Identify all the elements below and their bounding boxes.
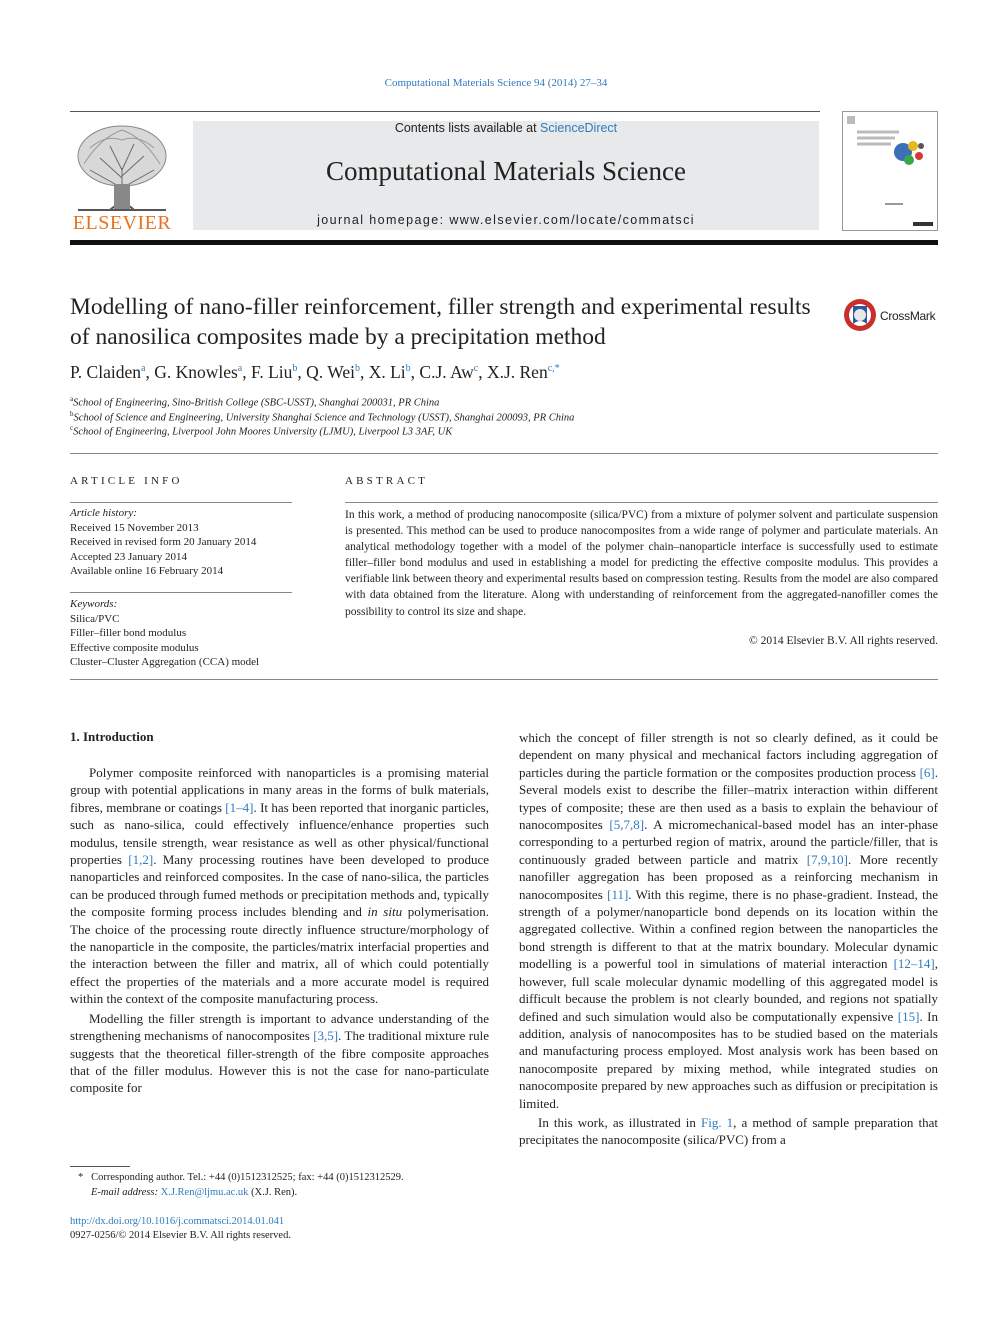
affiliation-key: a — [70, 395, 74, 403]
journal-reference[interactable]: Computational Materials Science 94 (2014) 27–34 — [384, 77, 608, 89]
elsevier-wordmark: ELSEVIER — [72, 212, 172, 234]
body-column-right — [519, 729, 938, 1149]
affiliation-text: School of Science and Engineering, University Shanghai Science and Technology (USST), Shanghai 200093, PR China — [73, 412, 575, 424]
crossmark-label[interactable]: CrossMark — [880, 309, 936, 323]
italic-text: in situ — [367, 904, 403, 920]
journal-homepage — [193, 213, 819, 227]
citation-link[interactable]: [15] — [897, 1008, 920, 1024]
doi-link[interactable]: http://dx.doi.org/10.1016/j.commatsci.2014.01.041 — [70, 1216, 285, 1227]
citation-link[interactable]: [1–4] — [225, 799, 254, 815]
author-name[interactable]: X.J. Ren — [486, 362, 548, 382]
author-name[interactable]: F. Liu — [251, 362, 293, 382]
tree-icon — [70, 118, 174, 214]
history-label: Article history: — [70, 507, 137, 519]
crossmark-icon — [842, 296, 878, 336]
issn-line: 0927-0256/© 2014 Elsevier B.V. All rights reserved. — [70, 1230, 291, 1241]
history-item: Received 15 November 2013 — [70, 521, 199, 534]
citation-link[interactable]: [11] — [607, 886, 629, 902]
paragraph: which the concept of filler strength is not so clearly defined, as it could be dependent on many physical and mechanical factors including aggregation of particles during the particle formation or the composites production process [6]. Several models exist to describe the filler–matrix interaction within different types of composite; these are then used as a basis to explain the behaviour of nanocomposites [5,7,8]. A micromechanical-based model has an inter-phase corresponding to a perturbed region of matrix, around the particle/filler, that is continuously graded between particle and matrix [7,9,10]. More recently nanofiller aggregation has been proposed as a reinforcing mechanism in nanocomposites [11]. With this regime, there is no phase-gradient. Instead, the strength of a polymer/nanoparticle bond depends on its location within the aggregated collective. Within a confined region between the nanoparticles the bond strength is different to that at the matrix boundary. Molecular dynamic modelling is a powerful tool in simulations of material interaction [12–14], however, full scale molecular dynamic modelling of this aggregated model is difficult because the problem is not clearly bounded, and regions not spatially defined and such simulation would also be computationally expensive [15]. In addition, analysis of nanocomposites has to be studied based on the materials and manufacturing process employed. Most analysis work has been based on nanocomposite prepared by mixing method, while integrated studies on nanocomposite prepared by new approaches such as diffusion or precipitation is limited. — [519, 730, 939, 1111]
history-item: Received in revised form 20 January 2014 — [70, 536, 257, 548]
paragraph: Modelling the filler strength is important to advance understanding of the strengthening mechanisms of nanocomposites [3,5]. The traditional mixture rule suggests that the theoretical filler-strength of the fibre composite approaches that of the filler modulus. However this is not the case for nano-particulate composite for — [70, 1010, 489, 1096]
author-affiliation-marker[interactable]: b — [405, 363, 411, 375]
paragraph: In this work, as illustrated in Fig. 1, a method of sample preparation that precipitates the nanocomposite (silica/PVC) from a — [519, 1114, 938, 1148]
history-item: Available online 16 February 2014 — [70, 565, 224, 577]
divider — [345, 502, 938, 503]
email-suffix: (X.J. Ren). — [248, 1187, 298, 1198]
homepage-url[interactable]: www.elsevier.com/locate/commatsci — [449, 213, 695, 227]
divider — [70, 502, 292, 503]
author-name[interactable]: P. Claiden — [70, 362, 141, 382]
article-info-heading: ARTICLE INFO — [70, 475, 183, 487]
author-affiliation-marker[interactable]: b — [354, 363, 360, 375]
affiliation-text: School of Engineering, Liverpool John Moores University (LJMU), Liverpool L3 3AF, UK — [73, 426, 453, 438]
citation-link[interactable]: [1,2] — [128, 852, 154, 868]
footnote-marker: * — [78, 1172, 84, 1183]
article-title: Modelling of nano-filler reinforcement, filler strength and experimental results of nanosilica composites made by a precipitation method — [70, 294, 811, 350]
author-affiliation-marker[interactable]: b — [292, 363, 298, 375]
keywords — [70, 597, 300, 670]
keyword: Filler–filler bond modulus — [70, 627, 187, 639]
corresponding-author-note — [78, 1172, 404, 1183]
footnote-rule — [70, 1166, 130, 1167]
header-rule — [70, 111, 820, 112]
author-affiliation-marker[interactable]: c,* — [547, 363, 560, 375]
affiliation-key: c — [70, 424, 74, 432]
keyword: Effective composite modulus — [70, 641, 199, 654]
affiliation-key: b — [70, 410, 74, 418]
author-affiliation-marker[interactable]: a — [237, 363, 243, 375]
citation-link[interactable]: [6] — [919, 764, 935, 780]
citation-link[interactable]: [12–14] — [893, 956, 935, 972]
keywords-label: Keywords: — [70, 598, 118, 610]
author-name[interactable]: Q. Wei — [306, 362, 355, 382]
section-heading: 1. Introduction — [70, 729, 154, 744]
divider — [70, 592, 292, 593]
email-link[interactable]: X.J.Ren@ljmu.ac.uk — [160, 1187, 249, 1198]
divider — [70, 679, 938, 680]
citation-link[interactable]: [5,7,8] — [609, 817, 645, 833]
email-label: E-mail address: — [91, 1187, 161, 1198]
contents-line — [193, 121, 819, 135]
divider — [70, 453, 938, 454]
body-column-left — [70, 764, 489, 1097]
author-name[interactable]: X. Li — [368, 362, 406, 382]
journal-title: Computational Materials Science — [326, 156, 686, 186]
citation-link[interactable]: Fig. 1 — [700, 1114, 734, 1130]
citation-link[interactable]: [7,9,10] — [806, 851, 848, 867]
author-affiliation-marker[interactable]: c — [473, 363, 479, 375]
article-history — [70, 506, 300, 579]
author-name[interactable]: C.J. Aw — [419, 362, 474, 382]
history-item: Accepted 23 January 2014 — [70, 550, 187, 563]
homepage-prefix: journal homepage: — [317, 213, 450, 227]
keyword: Cluster–Cluster Aggregation (CCA) model — [70, 656, 260, 668]
footnote-text: Corresponding author. Tel.: +44 (0)1512312525; fax: +44 (0)1512312529. — [91, 1172, 404, 1183]
journal-cover-icon — [843, 112, 937, 230]
paragraph: Polymer composite reinforced with nanoparticles is a promising material group with potential applications in many areas in the forms of bulk materials, fibres, membrane or coatings [1–4]. It has been reported that inorganic particles, such as nano-silica, could effectively influence/enhance properties such modulus, tensile strength, wear resistance as well as other physical/functional properties [1,2]. Many processing routines have been developed to produce nanoparticles and reinforced composites. In the case of nano-silica, the particles can be produced through fumed methods or precipitation methods and, typically the composite forming process includes blending and in situ polymerisation. The choice of the processing route directly influence structure/morphology of the nanoparticle in the composite, the particles/matrix interfacial properties and the interaction between the filler and matrix, all of which could potentially effect the properties of the materials and a more accurate model is required within the context of the composite manufacturing process. — [70, 765, 489, 1007]
affiliation-c — [70, 424, 930, 438]
abstract-copyright: © 2014 Elsevier B.V. All rights reserved. — [749, 635, 938, 647]
abstract-heading: ABSTRACT — [345, 475, 429, 487]
email-note — [91, 1187, 297, 1198]
affiliation-text: School of Engineering, Sino-British College (SBC-USST), Shanghai 200031, PR China — [73, 397, 440, 409]
contents-prefix: Contents lists available at — [394, 121, 541, 135]
citation-link[interactable]: [3,5] — [313, 1028, 339, 1044]
affiliation-a — [70, 395, 930, 409]
author-list: P. Claiden$^a$, G. Knowles$^a$, F. Liu$^b$, Q. Wei$^b$, X. Li$^b$, C.J. Aw$^c$, X.J. Ren$^{c,*}$ — [70, 362, 560, 382]
affiliation-b — [70, 410, 930, 424]
keyword: Silica/PVC — [70, 612, 120, 625]
author-name[interactable]: G. Knowles — [154, 362, 238, 382]
author-affiliation-marker[interactable]: a — [140, 363, 146, 375]
journal-cover-thumbnail[interactable] — [842, 111, 938, 231]
abstract-text: In this work, a method of producing nanocomposite (silica/PVC) from a mixture of polymer solvent and particulate suspension is presented. This method can be used to produce nanocomposites from a wide range of polymer and particulate materials. An analytical methodology together with a model of the polymer chain–nanoparticle interface is successfully used to estimate filler–filler bond modulus and used in establishing a model for predicting the effective composite modulus. This provides a verifiable link between theory and experimental results based on compression testing. Results from the model are also compared with data obtained from the literature. Along with understanding of reinforcement from the aggregated-nanofiller comes the possibility to control its size and shape. — [345, 509, 938, 618]
header-thick-rule — [70, 240, 938, 245]
sciencedirect-link[interactable]: ScienceDirect — [540, 121, 618, 135]
